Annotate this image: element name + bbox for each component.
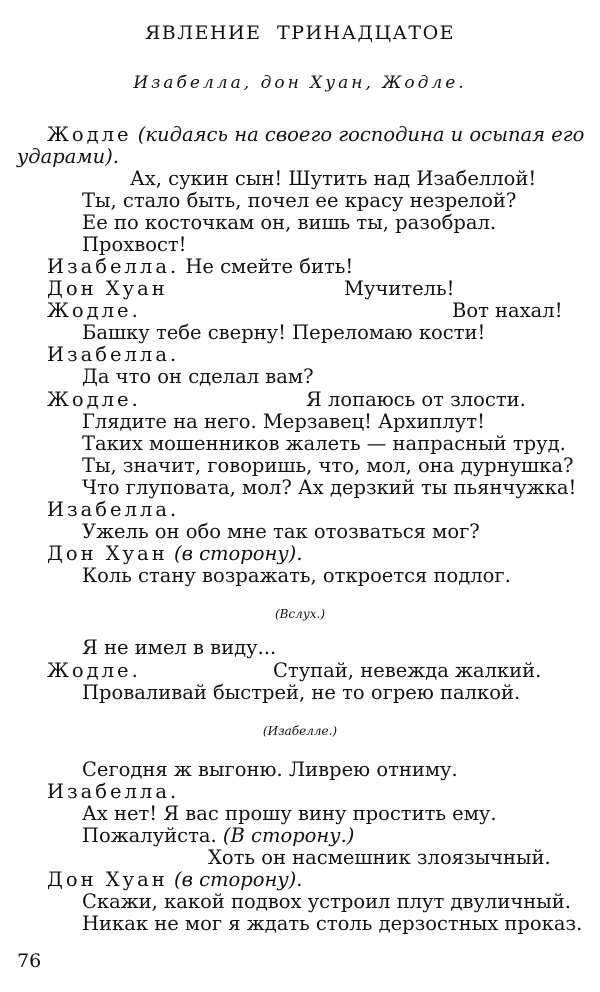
verse-line: Что глуповата, мол? Ах дерзкий ты пьянчужка! — [82, 476, 577, 499]
speaker-name: Изабелла. — [47, 255, 180, 278]
verse-line: Коль стану возражать, откроется подлог. — [82, 564, 511, 587]
verse-line: Прохвост! — [82, 233, 187, 256]
speaker-name: Жодле — [47, 123, 132, 146]
speaker-name: Жодле. — [47, 659, 141, 682]
verse-line: Ужель он обо мне так отозваться мог? — [82, 520, 480, 543]
verse-line: Сегодня ж выгоню. Ливрею отниму. — [82, 758, 458, 781]
scene-title: ЯВЛЕНИЕ ТРИНАДЦАТОЕ — [144, 22, 456, 44]
stage-direction: (кидаясь на своего господина и осыпая его — [137, 123, 585, 146]
verse-line: Хоть он насмешник злоязычный. — [208, 846, 551, 869]
verse-line: Я не имел в виду... — [82, 636, 277, 659]
verse-line: Ах нет! Я вас прошу вину простить ему. — [82, 802, 497, 825]
speaker-name: Жодле. — [47, 299, 141, 322]
cast-list: Изабелла, дон Хуан, Жодле. — [133, 73, 467, 93]
verse-text: Вот нахал! — [452, 299, 563, 322]
stage-direction: (Вслух.) — [274, 607, 326, 621]
speaker-name: Изабелла. — [47, 343, 180, 366]
verse-line: Ты, значит, говоришь, что, мол, она дурнушка? — [82, 454, 574, 477]
stage-direction: (в сторону). — [173, 542, 303, 565]
verse-text: Мучитель! — [344, 277, 455, 300]
verse-line — [47, 869, 302, 891]
page-number: 76 — [17, 950, 42, 972]
speaker-name: Дон Хуан — [47, 277, 168, 300]
speaker-name: Изабелла. — [47, 498, 180, 521]
verse-line — [47, 256, 353, 278]
verse-text: Пожалуйста. — [82, 824, 217, 847]
verse-line: Ах, сукин сын! Шутить над Изабеллой! — [130, 167, 537, 190]
verse-line: Проваливай быстрей, не то огрею палкой. — [82, 681, 521, 704]
verse-line: Никак не мог я ждать столь дерзостных проказ. — [82, 912, 583, 935]
verse-line — [47, 543, 302, 565]
verse-line: Башку тебе сверну! Переломаю кости! — [82, 321, 486, 344]
verse-line: Ее по косточкам он, вишь ты, разобрал. — [82, 211, 497, 234]
verse-line: Да что он сделал вам? — [82, 365, 314, 388]
speaker-name: Жодле. — [47, 388, 141, 411]
verse-line: Скажи, какой подвох устроил плут двуличный. — [82, 890, 571, 913]
verse-text: Ступай, невежда жалкий. — [273, 659, 542, 682]
stage-direction: (в сторону). — [173, 868, 303, 891]
speaker-name: Дон Хуан — [47, 542, 168, 565]
speaker-name: Дон Хуан — [47, 868, 168, 891]
verse-text: Не смейте бить! — [185, 255, 354, 278]
stage-direction: ударами). — [17, 145, 119, 168]
verse-line — [82, 825, 354, 847]
verse-line: Глядите на него. Мерзавец! Архиплут! — [82, 410, 485, 433]
verse-text: Я лопаюсь от злости. — [306, 388, 526, 411]
verse-line: Ты, стало быть, почел ее красу незрелой? — [82, 189, 517, 212]
verse-line: Таких мошенников жалеть — напрасный труд. — [82, 432, 566, 455]
verse-line — [47, 124, 584, 146]
stage-direction: (Изабелле.) — [262, 724, 338, 738]
stage-direction: (В сторону.) — [222, 824, 355, 847]
speaker-name: Изабелла. — [47, 780, 180, 803]
